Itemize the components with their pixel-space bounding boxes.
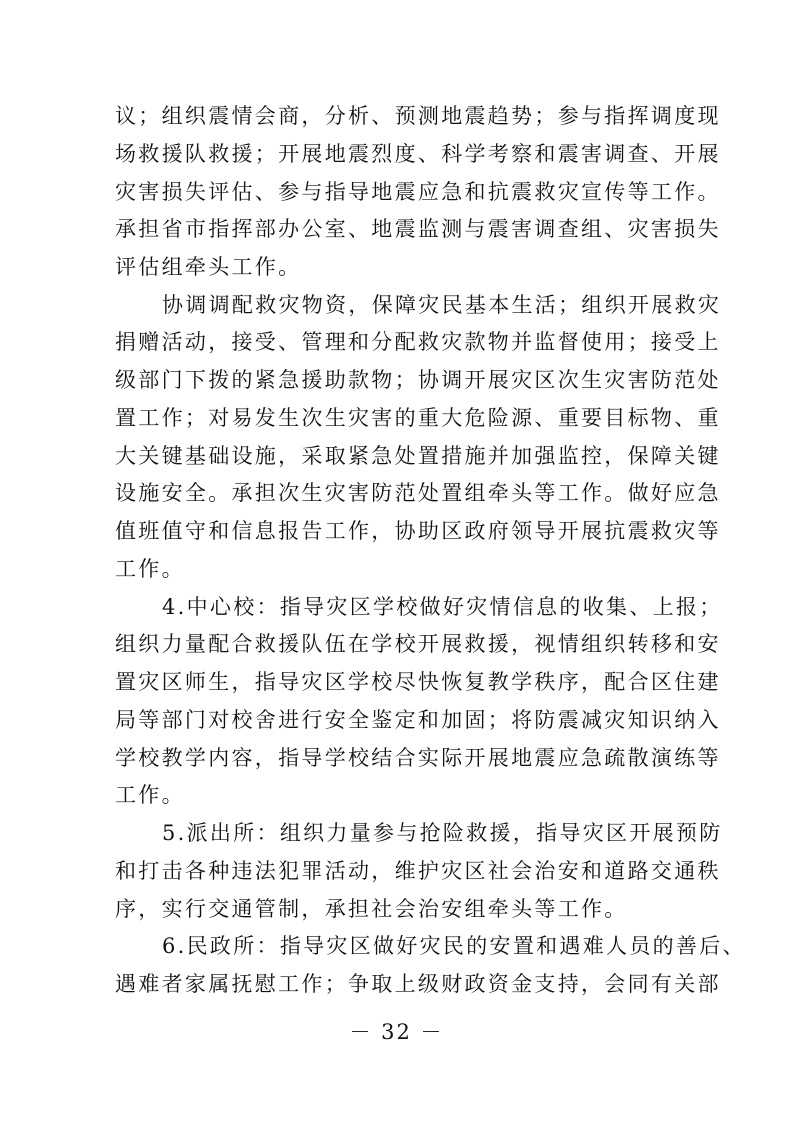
text-line: 议；组织震情会商，分析、预测地震趋势；参与指挥调度现 [115,104,721,128]
text-line: 工作。 [115,783,185,808]
page-number: － 32 － [349,1020,444,1044]
text-line: 值班值守和信息报告工作，协助区政府领导开展抗震救灾等 [115,519,721,544]
paragraph-first-line: 4.中心校：指导灾区学校做好灾情信息的收集、上报； [162,594,723,619]
text-line: 置灾区师生，指导灾区学校尽快恢复教学秩序，配合区住建 [115,670,721,695]
text-line: 遇难者家属抚慰工作；争取上级财政资金支持，会同有关部 [115,972,721,996]
text-line: 序，实行交通管制，承担社会治安组牵头等工作。 [115,896,628,921]
text-line: 组织力量配合救援队伍在学校开展救援，视情组织转移和安 [115,632,721,657]
text-line: 灾害损失评估、参与指导地震应急和抗震救灾宣传等工作。 [115,179,721,204]
paragraph-first-line: 协调调配救灾物资，保障灾民基本生活；组织开展救灾 [162,292,722,317]
text-line: 置工作；对易发生次生灾害的重大危险源、重要目标物、重 [115,405,721,430]
text-line: 学校教学内容，指导学校结合实际开展地震应急疏散演练等 [115,745,721,770]
text-line: 级部门下拨的紧急援助款物；协调开展灾区次生灾害防范处 [115,368,721,393]
text-line: 和打击各种违法犯罪活动，维护灾区社会治安和道路交通秩 [115,858,721,883]
text-line: 局等部门对校舍进行安全鉴定和加固；将防震减灾知识纳入 [115,707,721,732]
paragraph-first-line: 6.民政所：指导灾区做好灾民的安置和遇难人员的善后、 [162,934,746,959]
text-line: 评估组牵头工作。 [115,255,302,279]
text-line: 大关键基础设施，采取紧急处置措施并加强监控，保障关键 [115,443,721,468]
text-line: 工作。 [115,556,185,581]
text-line: 承担省市指挥部办公室、地震监测与震害调查组、灾害损失 [115,217,721,242]
text-line: 设施安全。承担次生灾害防范处置组牵头等工作。做好应急 [115,481,721,506]
paragraph-first-line: 5.派出所：组织力量参与抢险救援，指导灾区开展预防 [162,821,723,845]
text-line: 捐赠活动，接受、管理和分配救灾款物并监督使用；接受上 [115,330,721,355]
text-line: 场救援队救援；开展地震烈度、科学考察和震害调查、开展 [115,141,721,166]
